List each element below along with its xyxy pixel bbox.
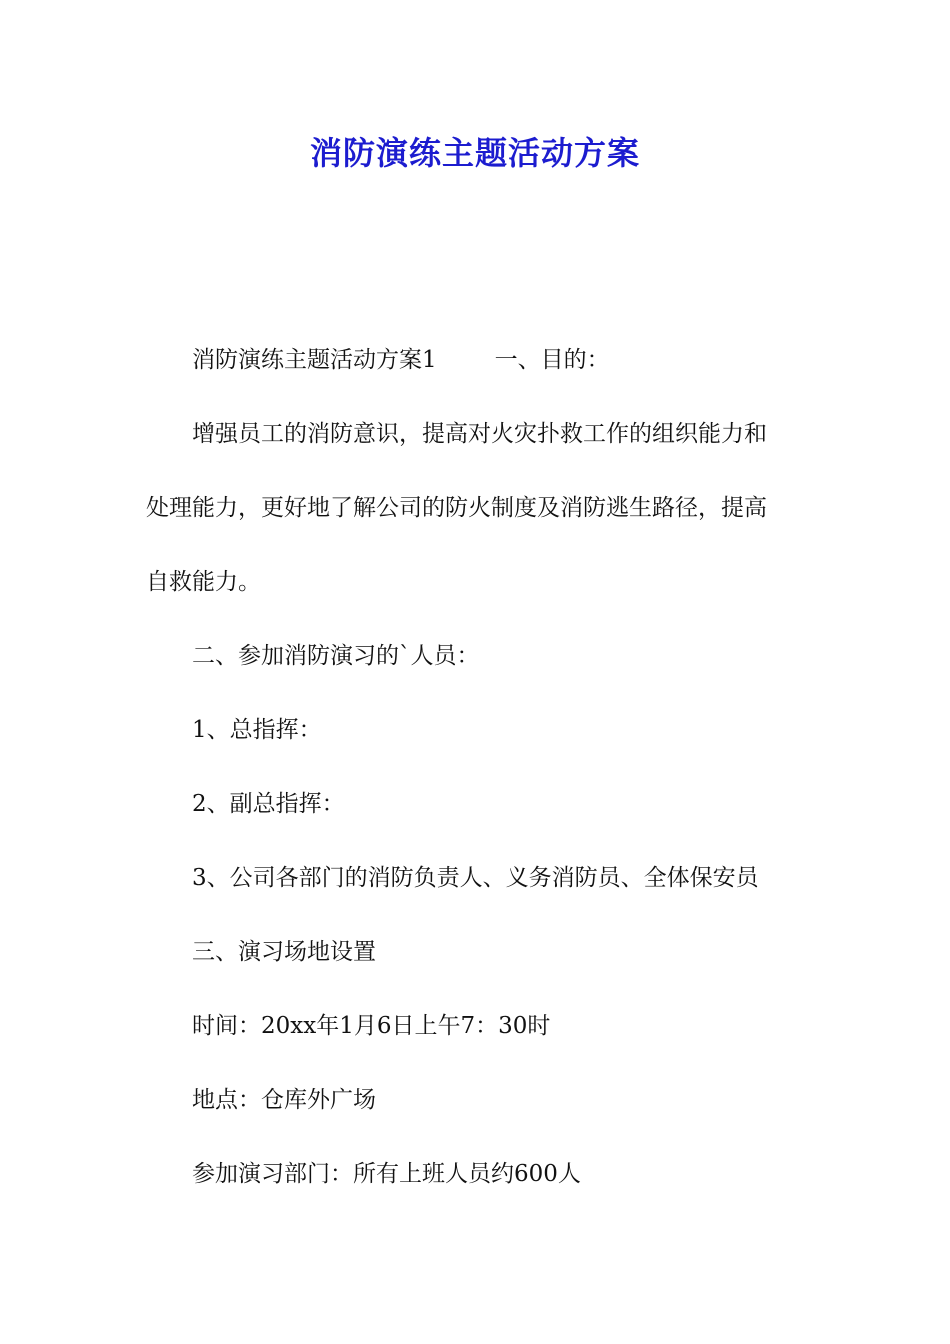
paragraph-purpose-line-3: 自救能力。 (146, 569, 261, 595)
paragraph-purpose-line-2: 处理能力，更好地了解公司的防火制度及消防逃生路径，提高 (146, 495, 767, 521)
paragraph-purpose-line-1: 增强员工的消防意识，提高对火灾扑救工作的组织能力和 (192, 421, 767, 447)
section-two-heading: 二、参加消防演习的`人员： (192, 643, 480, 669)
list-item-department-staff: 3、公司各部门的消防负责人、义务消防员、全体保安员 (192, 865, 759, 891)
drill-time: 时间：20xx年1月6日上午7：30时 (192, 1013, 551, 1039)
plan-heading-text: 消防演练主题活动方案1 (192, 347, 437, 373)
list-item-deputy-commander: 2、副总指挥： (192, 791, 345, 817)
section-three-heading: 三、演习场地设置 (192, 939, 376, 965)
section-one-heading: 一、目的： (494, 347, 610, 373)
drill-location: 地点：仓库外广场 (192, 1087, 376, 1113)
list-item-commander: 1、总指挥： (192, 717, 322, 743)
drill-participants: 参加演习部门：所有上班人员约600人 (192, 1161, 581, 1187)
document-title: 消防演练主题活动方案 (309, 134, 640, 172)
paragraph-plan-heading (146, 340, 806, 414)
document-body (146, 340, 806, 1228)
